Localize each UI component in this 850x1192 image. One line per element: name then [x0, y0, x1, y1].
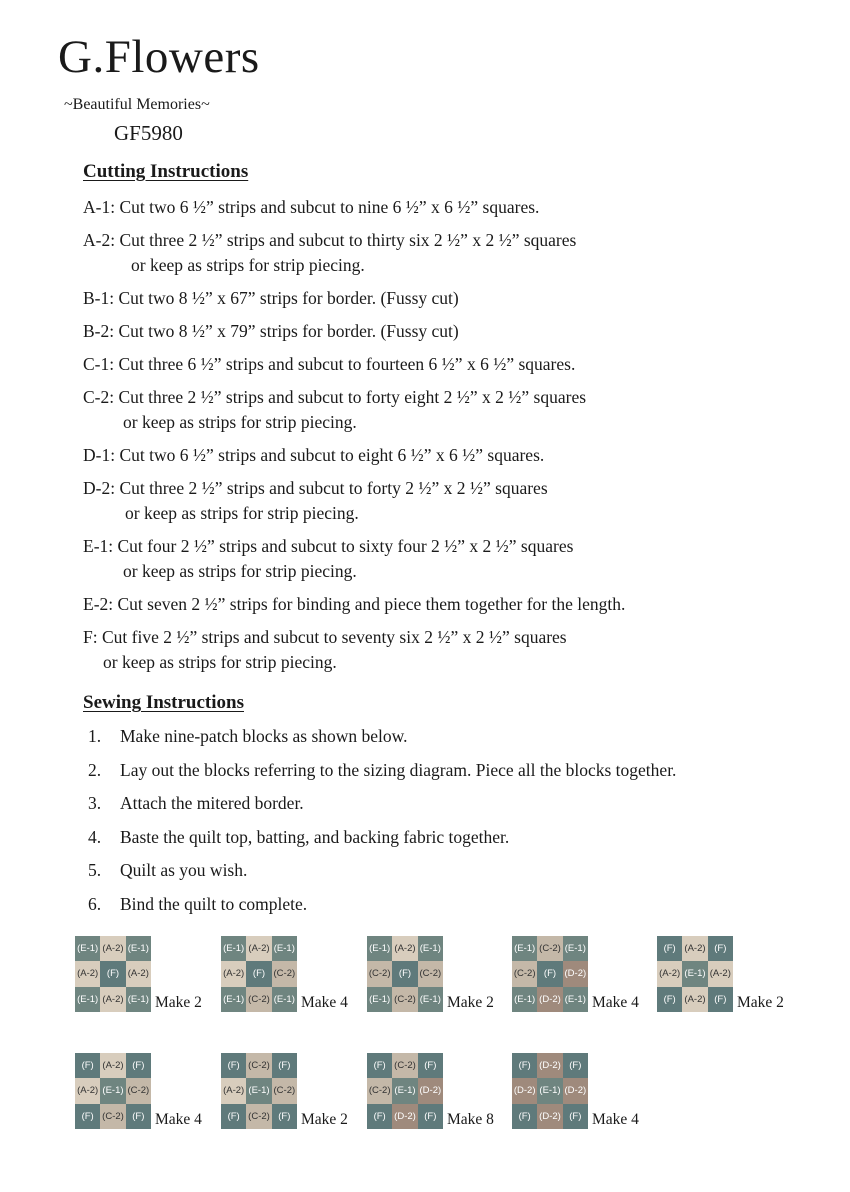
block-grid — [221, 1053, 297, 1129]
sewing-step-text: Bind the quilt to complete. — [120, 893, 308, 914]
block-cell: (E-1) — [221, 936, 246, 961]
block-cell: (F) — [221, 1053, 246, 1078]
block-cell: (A-2) — [100, 987, 125, 1012]
block-cell: (A-2) — [75, 1078, 100, 1103]
block-cell: (D-2) — [512, 1078, 537, 1103]
block-cell: (A-2) — [100, 936, 125, 961]
cutting-item — [83, 319, 823, 344]
cutting-item-text: C-2: Cut three 2 ½” strips and subcut to forty eight 2 ½” x 2 ½” squares — [83, 387, 587, 407]
block-cell: (C-2) — [100, 1104, 125, 1129]
block-cell: (F) — [367, 1053, 392, 1078]
block-cell: (C-2) — [418, 961, 443, 986]
cutting-item — [83, 592, 823, 617]
block-cell: (C-2) — [392, 1053, 417, 1078]
block-cell: (F) — [657, 987, 682, 1012]
block-make-count: Make 4 — [155, 1111, 202, 1128]
sewing-step-text: Baste the quilt top, batting, and backing fabric together. — [120, 826, 510, 847]
cutting-item-text: C-1: Cut three 6 ½” strips and subcut to fourteen 6 ½” x 6 ½” squares. — [83, 354, 576, 374]
block-cell: (A-2) — [221, 1078, 246, 1103]
cutting-item — [83, 286, 823, 311]
sewing-step — [88, 858, 828, 892]
block-cell: (F) — [126, 1104, 151, 1129]
sewing-step-text: Quilt as you wish. — [120, 860, 248, 880]
block-cell: (F) — [367, 1104, 392, 1129]
block-grid — [367, 936, 443, 1012]
cutting-item-text: A-1: Cut two 6 ½” strips and subcut to nine 6 ½” x 6 ½” squares. — [83, 197, 540, 217]
block-cell: (D-2) — [537, 1104, 562, 1129]
block-make-count: Make 4 — [592, 1111, 639, 1128]
block-cell: (F) — [392, 961, 417, 986]
block-make-count: Make 4 — [592, 994, 639, 1011]
block-cell: (E-1) — [512, 936, 537, 961]
block-cell: (E-1) — [126, 936, 151, 961]
block-cell: (A-2) — [75, 961, 100, 986]
block-grid — [75, 1053, 151, 1129]
sewing-list — [88, 724, 828, 925]
sewing-step — [88, 724, 828, 758]
block-cell: (C-2) — [512, 961, 537, 986]
cutting-item-text: B-1: Cut two 8 ½” x 67” strips for border. (Fussy cut) — [83, 288, 459, 308]
sewing-step-number: 5. — [88, 860, 102, 880]
block-cell: (E-1) — [392, 1078, 417, 1103]
block-cell: (E-1) — [367, 936, 392, 961]
cutting-heading: Cutting Instructions — [83, 161, 249, 182]
brand-title: G.Flowers — [58, 31, 260, 83]
block-cell: (C-2) — [272, 961, 297, 986]
block-make-count: Make 2 — [737, 994, 784, 1011]
block-grid — [75, 936, 151, 1012]
cutting-item-text: E-1: Cut four 2 ½” strips and subcut to sixty four 2 ½” x 2 ½” squares — [83, 536, 574, 556]
block-cell: (D-2) — [392, 1104, 417, 1129]
block-cell: (F) — [75, 1104, 100, 1129]
block-cell: (E-1) — [512, 987, 537, 1012]
sewing-step-number: 3. — [88, 793, 102, 813]
block-cell: (F) — [221, 1104, 246, 1129]
cutting-item-continuation: or keep as strips for strip piecing. — [125, 503, 359, 523]
block-cell: (E-1) — [221, 987, 246, 1012]
cutting-item-text: A-2: Cut three 2 ½” strips and subcut to thirty six 2 ½” x 2 ½” squares — [83, 230, 577, 250]
block-grid — [512, 936, 588, 1012]
pattern-subtitle: ~Beautiful Memories~ — [64, 96, 210, 113]
sewing-step-text: Make nine-patch blocks as shown below. — [120, 726, 408, 746]
block-cell: (F) — [75, 1053, 100, 1078]
block-cell: (F) — [100, 961, 125, 986]
cutting-item — [83, 534, 823, 584]
cutting-item-continuation: or keep as strips for strip piecing. — [131, 255, 365, 275]
cutting-item-text: E-2: Cut seven 2 ½” strips for binding and piece them together for the length. — [83, 594, 626, 614]
block-cell: (A-2) — [682, 936, 707, 961]
block-cell: (C-2) — [272, 1078, 297, 1103]
sewing-step-number: 4. — [88, 826, 102, 847]
block-cell: (F) — [418, 1053, 443, 1078]
sewing-step-text: Lay out the blocks referring to the sizing diagram. Piece all the blocks together. — [120, 759, 677, 780]
block-grid — [367, 1053, 443, 1129]
block-make-count: Make 2 — [447, 994, 494, 1011]
block-cell: (F) — [512, 1104, 537, 1129]
block-cell: (F) — [418, 1104, 443, 1129]
block-cell: (D-2) — [563, 1078, 588, 1103]
block-cell: (D-2) — [537, 987, 562, 1012]
block-cell: (F) — [657, 936, 682, 961]
cutting-item — [83, 476, 823, 526]
block-cell: (A-2) — [708, 961, 733, 986]
block-cell: (F) — [126, 1053, 151, 1078]
block-cell: (E-1) — [246, 1078, 271, 1103]
block-cell: (E-1) — [272, 936, 297, 961]
sewing-step — [88, 758, 828, 792]
block-grid — [657, 936, 733, 1012]
sewing-step-text: Attach the mitered border. — [120, 793, 304, 813]
block-cell: (E-1) — [75, 987, 100, 1012]
block-cell: (F) — [563, 1053, 588, 1078]
cutting-item-text: B-2: Cut two 8 ½” x 79” strips for border. (Fussy cut) — [83, 321, 459, 341]
block-cell: (D-2) — [418, 1078, 443, 1103]
sewing-step — [88, 825, 828, 859]
block-cell: (E-1) — [418, 987, 443, 1012]
block-cell: (D-2) — [563, 961, 588, 986]
cutting-item-continuation: or keep as strips for strip piecing. — [103, 652, 337, 672]
block-make-count: Make 4 — [301, 994, 348, 1011]
block-cell: (F) — [272, 1104, 297, 1129]
block-cell: (E-1) — [563, 987, 588, 1012]
sewing-step — [88, 791, 828, 825]
block-cell: (E-1) — [272, 987, 297, 1012]
cutting-item — [83, 625, 823, 675]
block-grid — [512, 1053, 588, 1129]
block-cell: (C-2) — [246, 1104, 271, 1129]
block-cell: (C-2) — [392, 987, 417, 1012]
block-cell: (A-2) — [682, 987, 707, 1012]
block-cell: (C-2) — [537, 936, 562, 961]
block-cell: (C-2) — [367, 1078, 392, 1103]
cutting-item — [83, 443, 823, 468]
block-cell: (F) — [272, 1053, 297, 1078]
block-cell: (A-2) — [221, 961, 246, 986]
sewing-heading: Sewing Instructions — [83, 692, 244, 713]
block-cell: (F) — [246, 961, 271, 986]
block-cell: (F) — [512, 1053, 537, 1078]
block-cell: (E-1) — [75, 936, 100, 961]
block-cell: (F) — [537, 961, 562, 986]
block-cell: (C-2) — [367, 961, 392, 986]
block-make-count: Make 2 — [301, 1111, 348, 1128]
sewing-step — [88, 892, 828, 926]
block-cell: (F) — [708, 936, 733, 961]
cutting-list — [83, 195, 823, 683]
cutting-item-text: D-2: Cut three 2 ½” strips and subcut to forty 2 ½” x 2 ½” squares — [83, 478, 548, 498]
block-cell: (A-2) — [246, 936, 271, 961]
block-cell: (E-1) — [563, 936, 588, 961]
block-cell: (A-2) — [392, 936, 417, 961]
block-cell: (E-1) — [537, 1078, 562, 1103]
cutting-item — [83, 195, 823, 220]
pattern-code: GF5980 — [114, 121, 183, 145]
cutting-item-continuation: or keep as strips for strip piecing. — [123, 561, 357, 581]
block-cell: (F) — [708, 987, 733, 1012]
block-cell: (C-2) — [126, 1078, 151, 1103]
cutting-item — [83, 385, 823, 435]
cutting-item — [83, 228, 823, 278]
block-make-count: Make 2 — [155, 994, 202, 1011]
block-make-count: Make 8 — [447, 1111, 494, 1128]
block-cell: (C-2) — [246, 987, 271, 1012]
block-cell: (A-2) — [100, 1053, 125, 1078]
sewing-step-number: 2. — [88, 759, 102, 780]
sewing-step-number: 1. — [88, 726, 102, 746]
cutting-item — [83, 352, 823, 377]
block-cell: (E-1) — [100, 1078, 125, 1103]
block-cell: (A-2) — [126, 961, 151, 986]
block-cell: (E-1) — [367, 987, 392, 1012]
cutting-item-continuation: or keep as strips for strip piecing. — [123, 412, 357, 432]
block-cell: (D-2) — [537, 1053, 562, 1078]
block-cell: (A-2) — [657, 961, 682, 986]
block-cell: (E-1) — [682, 961, 707, 986]
cutting-item-text: F: Cut five 2 ½” strips and subcut to seventy six 2 ½” x 2 ½” squares — [83, 627, 567, 647]
block-cell: (E-1) — [418, 936, 443, 961]
sewing-step-number: 6. — [88, 893, 102, 914]
block-cell: (F) — [563, 1104, 588, 1129]
block-cell: (C-2) — [246, 1053, 271, 1078]
block-cell: (E-1) — [126, 987, 151, 1012]
cutting-item-text: D-1: Cut two 6 ½” strips and subcut to eight 6 ½” x 6 ½” squares. — [83, 445, 545, 465]
block-grid — [221, 936, 297, 1012]
